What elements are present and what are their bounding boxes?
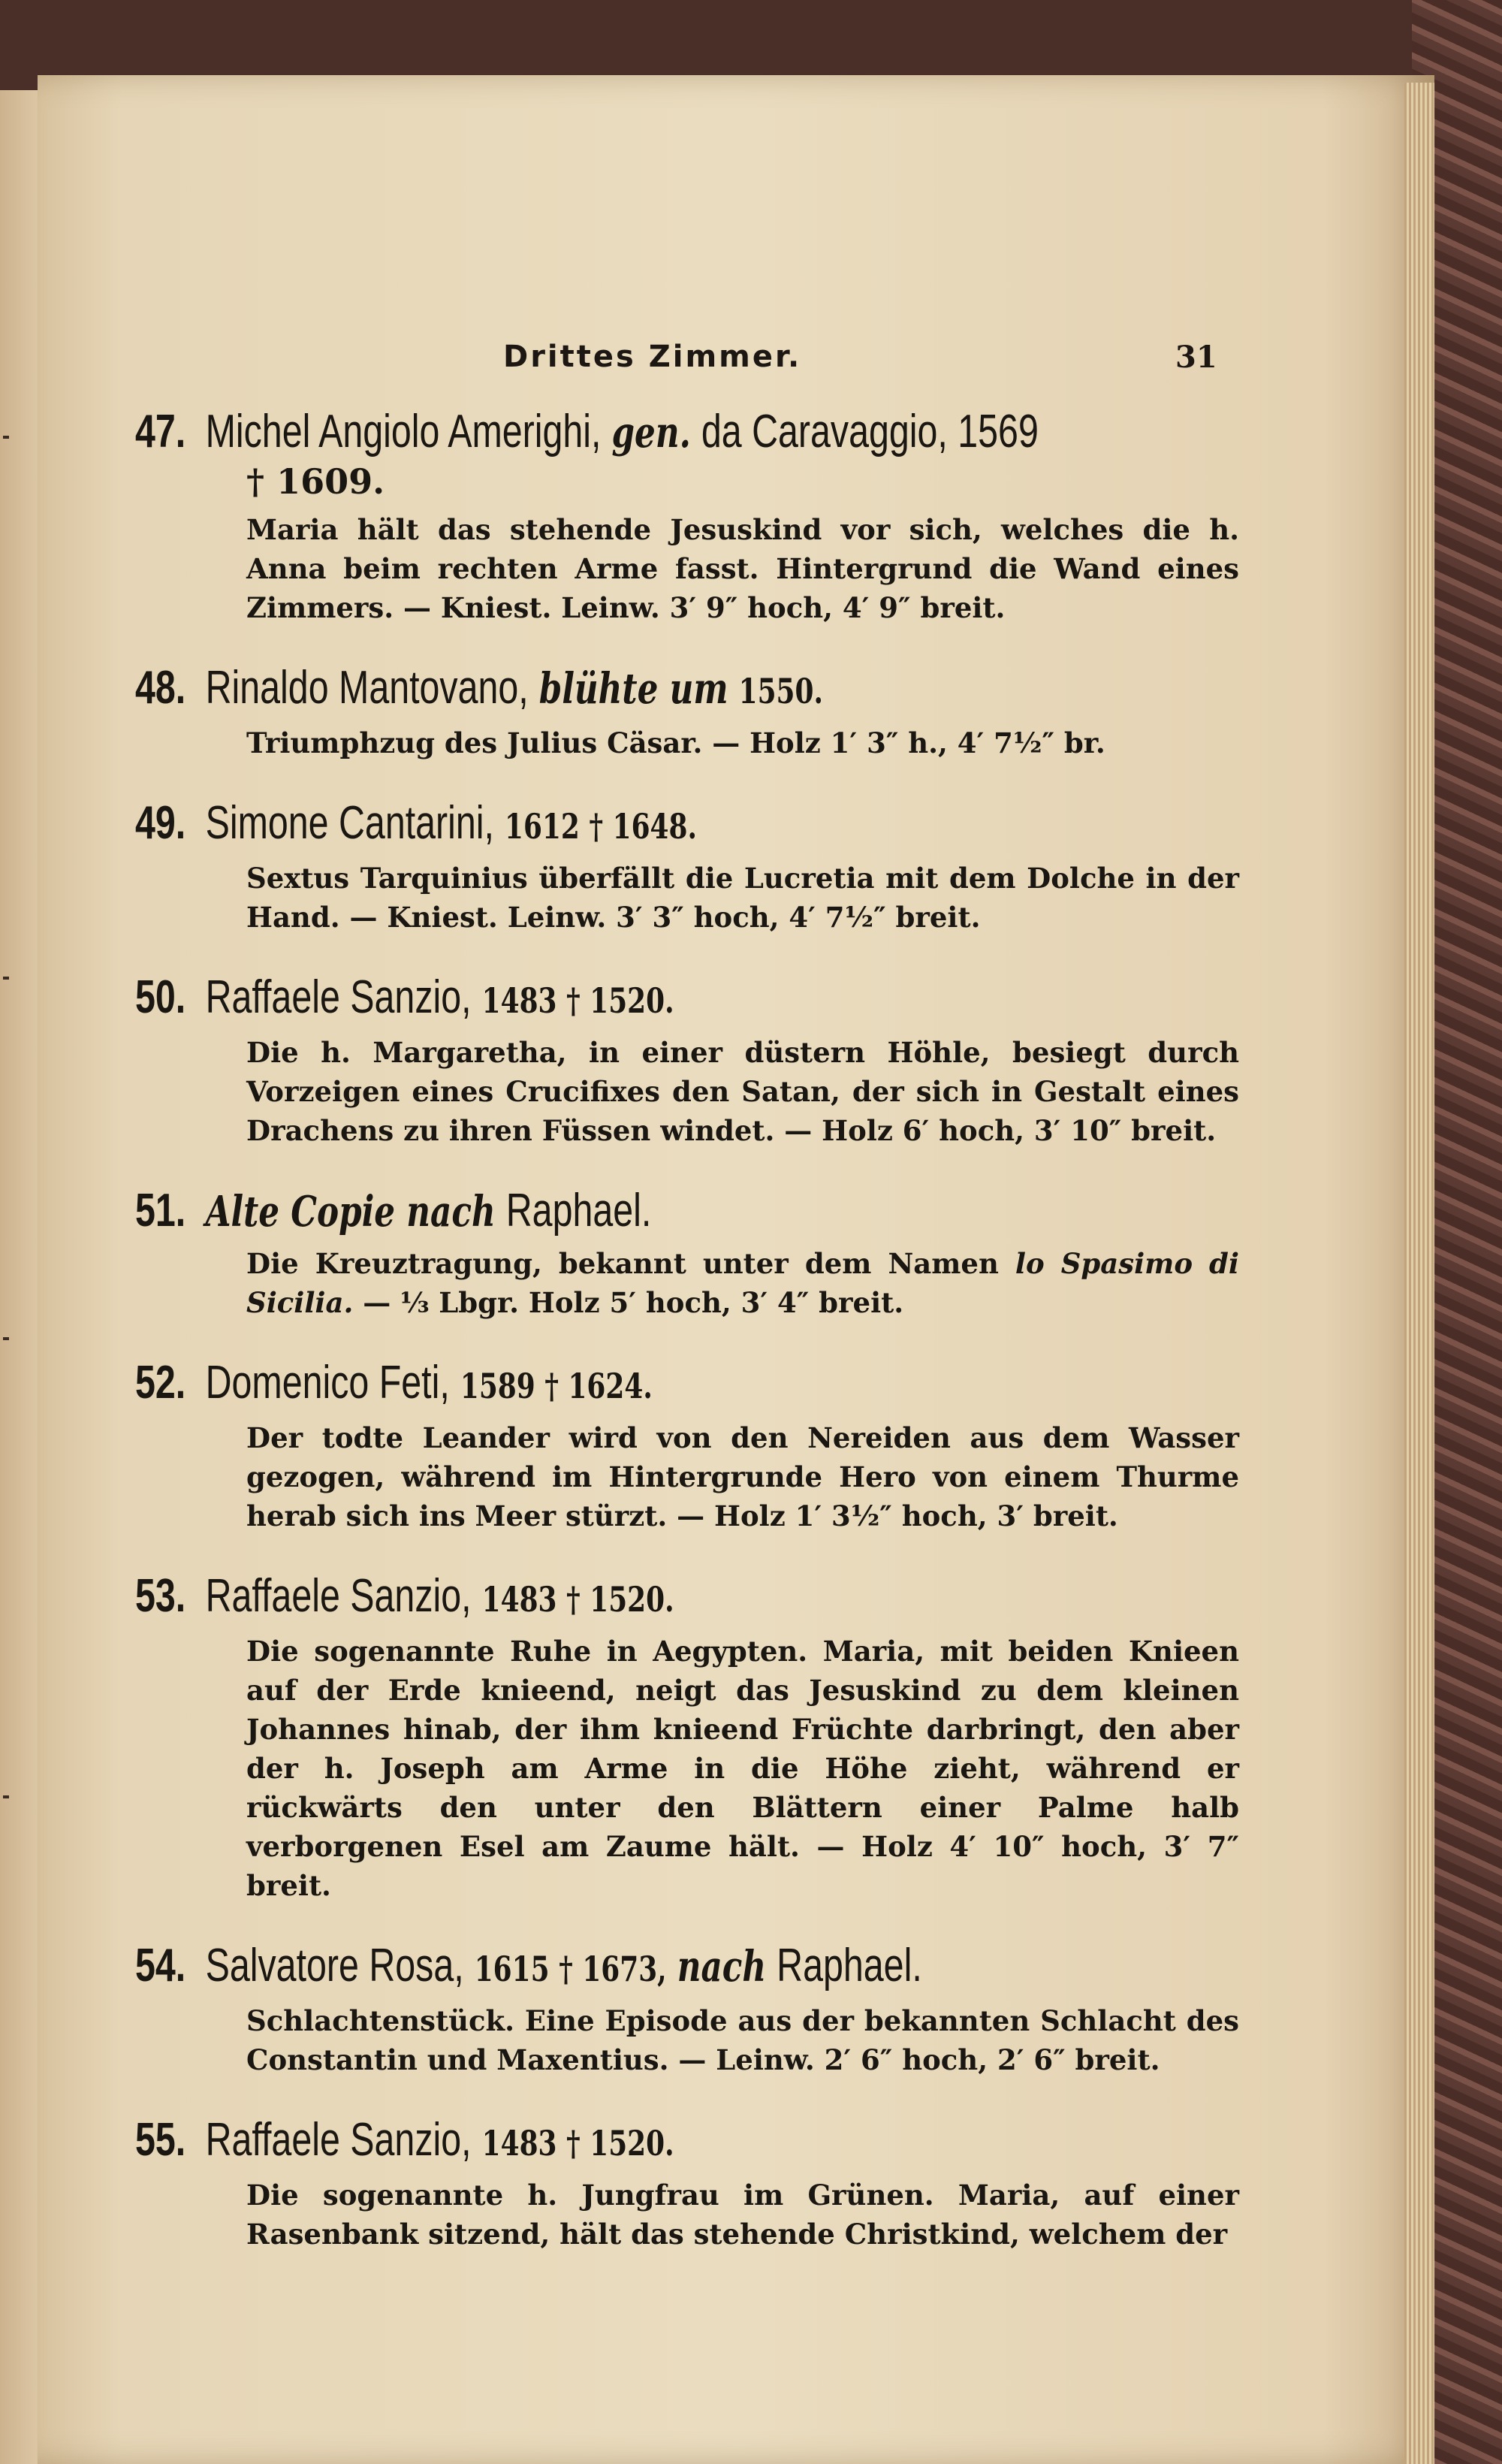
entry-description: Die sogenannte h. Jungfrau im Grünen. Maria, auf einer Rasenbank sitzend, hält das stehende Christkind, welchem der bbox=[246, 2179, 1239, 2251]
entry-description: Maria hält das stehende Jesuskind vor sich, welches die h. Anna beim rechten Arme fasst. Hintergrund die Wand eines Zimmers. — Kniest. Leinw. 3′ 9″ hoch, 4′ 9″ breit. bbox=[246, 513, 1239, 624]
artist-name: Raphael. bbox=[505, 1185, 652, 1237]
catalogue-entry-53 bbox=[135, 1570, 1239, 1905]
entry-number: 51. bbox=[135, 1185, 186, 1237]
catalogue-entries bbox=[135, 406, 1239, 2288]
facing-page-mark bbox=[3, 436, 9, 439]
description-text: — ⅓ Lbgr. Holz 5′ hoch, 3′ 4″ breit. bbox=[353, 1286, 904, 1319]
running-title: Drittes Zimmer. bbox=[503, 340, 802, 374]
entry-number: 54. bbox=[135, 1940, 186, 1991]
entry-description: Sextus Tarquinius überfällt die Lucretia mit dem Dolche in der Hand. — Kniest. Leinw. 3′ 3″ hoch, 4′ 7½″ breit. bbox=[246, 862, 1239, 934]
facing-page-mark bbox=[3, 1337, 9, 1340]
artist-name: Salvatore Rosa, bbox=[205, 1940, 464, 1991]
artist-qualifier: Alte Copie nach bbox=[205, 1187, 496, 1237]
artist-name: Raffaele Sanzio, bbox=[205, 1570, 472, 1622]
facing-page-mark bbox=[3, 1795, 9, 1798]
entry-description: Die sogenannte Ruhe in Aegypten. Maria, mit beiden Knieen auf der Erde knieend, neigt das Jesuskind zu dem kleinen Johannes hinab, der ihm knieend Früchte darbringt, den aber der h. Joseph am Arme in die Höhe zieht, während er rückwärts den unter den Blättern einer Palme halb verborgenen Esel am Zaume hält. — Holz 4′ 10″ hoch, 3′ 7″ breit. bbox=[246, 1635, 1239, 1902]
artist-dates: 1483 † 1520. bbox=[481, 1579, 674, 1620]
entry-description: Der todte Leander wird von den Nereiden aus dem Wasser gezogen, während im Hintergrunde Hero von einem Thurme herab sich ins Meer stürzt. — Holz 1′ 3½″ hoch, 3′ breit. bbox=[246, 1421, 1239, 1532]
book-page bbox=[38, 75, 1434, 2464]
artist-dates: 1483 † 1520. bbox=[481, 980, 674, 1021]
artist-dates: da Caravaggio, 1569 bbox=[701, 406, 1039, 457]
artist-dates: 1589 † 1624. bbox=[460, 1366, 653, 1406]
catalogue-entry-55 bbox=[135, 2114, 1239, 2254]
artist-name: Michel Angiolo Amerighi, bbox=[205, 406, 602, 457]
catalogue-entry-49 bbox=[135, 797, 1239, 937]
artist-name-secondary: Raphael. bbox=[777, 1940, 922, 1991]
artist-name: Domenico Feti, bbox=[205, 1357, 450, 1409]
artist-dates: 1483 † 1520. bbox=[481, 2123, 674, 2164]
entry-number: 50. bbox=[135, 971, 186, 1023]
description-text: Die Kreuztragung, bekannt unter dem Namen bbox=[246, 1247, 1015, 1280]
catalogue-entry-52 bbox=[135, 1357, 1239, 1535]
entry-number: 49. bbox=[135, 797, 186, 849]
entry-description: Die h. Margaretha, in einer düstern Höhle, besiegt durch Vorzeigen eines Crucifixes den Satan, der sich in Gestalt eines Drachens zu ihren Füssen windet. — Holz 6′ hoch, 3′ 10″ breit. bbox=[246, 1036, 1239, 1147]
artist-name: Simone Cantarini, bbox=[205, 797, 494, 849]
entry-description: Schlachtenstück. Eine Episode aus der bekannten Schlacht des Constantin und Maxentius. — Leinw. 2′ 6″ hoch, 2′ 6″ breit. bbox=[246, 2004, 1239, 2076]
entry-description bbox=[246, 1244, 1239, 1322]
artist-qualifier: nach bbox=[677, 1942, 767, 1991]
catalogue-entry-47 bbox=[135, 406, 1239, 627]
artist-qualifier: gen. bbox=[611, 408, 691, 457]
entry-number: 47. bbox=[135, 406, 186, 457]
artist-name: Rinaldo Mantovano, bbox=[205, 662, 529, 714]
entry-description: Triumphzug des Julius Cäsar. — Holz 1′ 3″ h., 4′ 7½″ br. bbox=[246, 726, 1105, 759]
artist-dates: 1615 † 1673, bbox=[474, 1949, 667, 1989]
artist-qualifier: blühte um bbox=[538, 664, 728, 714]
page-block-edges bbox=[1404, 83, 1434, 2464]
entry-number: 48. bbox=[135, 662, 186, 714]
entry-number: 52. bbox=[135, 1357, 186, 1409]
artist-name: Raffaele Sanzio, bbox=[205, 2114, 472, 2166]
artist-dates: 1550. bbox=[738, 671, 823, 711]
catalogue-entry-51 bbox=[135, 1185, 1239, 1322]
catalogue-entry-48 bbox=[135, 662, 1239, 762]
artist-dates: 1612 † 1648. bbox=[505, 806, 697, 847]
facing-page-mark bbox=[3, 977, 9, 980]
page-header bbox=[38, 340, 1239, 392]
catalogue-entry-54 bbox=[135, 1940, 1239, 2079]
catalogue-entry-50 bbox=[135, 971, 1239, 1150]
page-number: 31 bbox=[1175, 340, 1217, 375]
artist-name: Raffaele Sanzio, bbox=[205, 971, 472, 1023]
description-italic-title: lo Spasimo di Sicilia. bbox=[246, 1247, 1239, 1319]
entry-number: 55. bbox=[135, 2114, 186, 2166]
entry-number: 53. bbox=[135, 1570, 186, 1622]
artist-dates-continued: † 1609. bbox=[246, 461, 385, 502]
